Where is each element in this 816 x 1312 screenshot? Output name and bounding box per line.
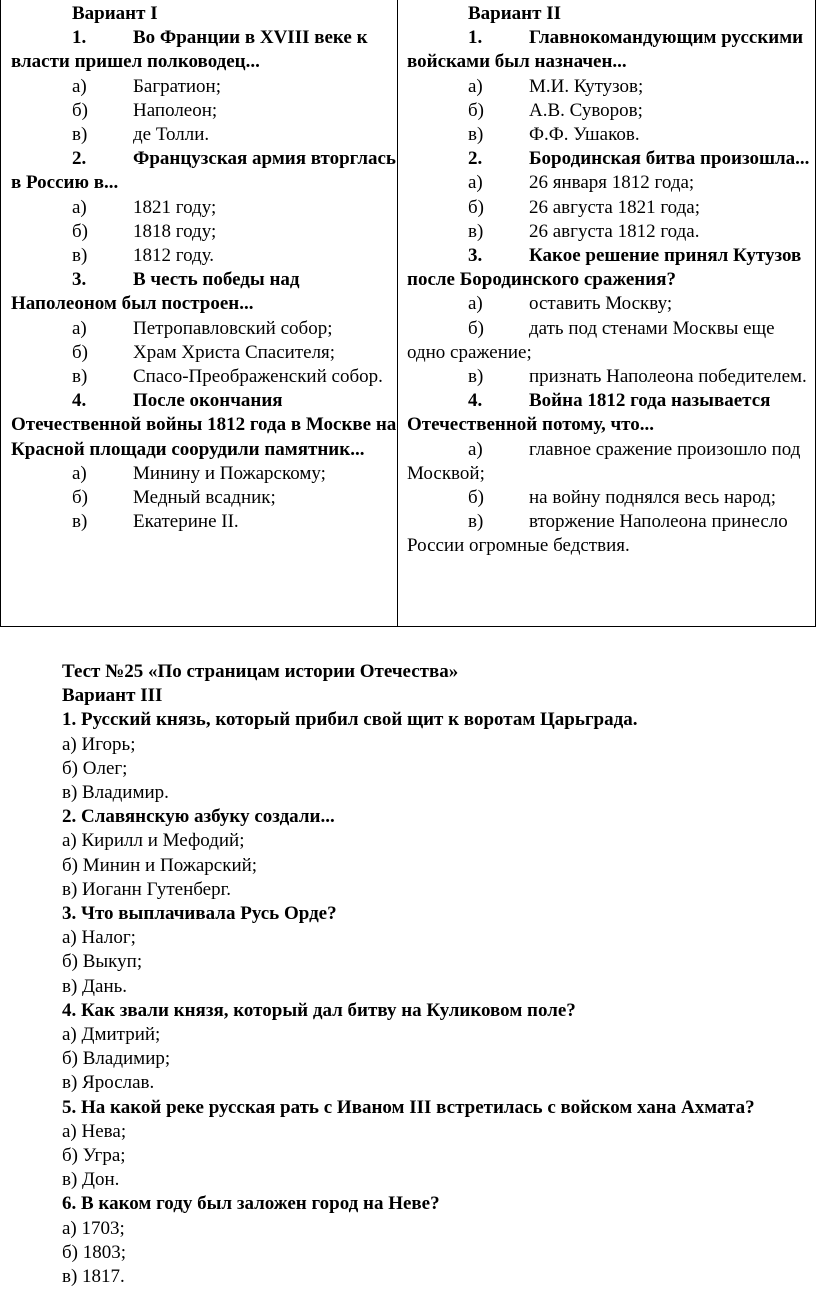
answer-option [11, 196, 397, 220]
option-letter: а) [72, 317, 87, 339]
question [407, 244, 815, 292]
question [11, 26, 397, 74]
question: 4. Как звали князя, который дал битву на Куликовом поле? [62, 999, 576, 1021]
question [407, 26, 815, 74]
option-text: вторжение Наполеона принесло России огромные бедствия. [407, 511, 788, 557]
option-text: главное сражение произошло под Москвой; [407, 438, 801, 484]
question: 2. Славянскую азбуку создали... [62, 806, 335, 828]
answer-option [11, 341, 397, 365]
option-letter: б) [468, 196, 484, 218]
option-letter: в) [468, 220, 484, 242]
answer-option [11, 510, 397, 534]
option-letter: а) [72, 462, 87, 484]
answer-option [407, 123, 815, 147]
option-text: Петропавловский собор; [133, 317, 333, 339]
answer-option [407, 220, 815, 244]
question-text: Бородинская битва произошла... [529, 148, 810, 170]
answer-option [407, 171, 815, 195]
option-text: 1818 году; [133, 220, 217, 242]
question: 5. На какой реке русская рать с Иваном III встретилась с войском хана Ахмата? [62, 1096, 755, 1118]
option-text: 26 августа 1821 года; [529, 196, 700, 218]
question-text: После окончания Отечественной войны 1812 года в Москве на Красной площади соорудили памятник... [11, 390, 397, 460]
answer-option: а) Налог; [62, 927, 136, 949]
answer-option [407, 317, 815, 365]
question [11, 147, 397, 195]
answer-option [11, 244, 397, 268]
option-text: 1812 году. [133, 245, 215, 267]
option-text: Храм Христа Спасителя; [133, 341, 336, 363]
answer-option: в) Дань. [62, 975, 128, 997]
question-number: 1. [72, 27, 87, 49]
option-text: М.И. Кутузов; [529, 75, 644, 97]
question-text: Во Франции в XVIII веке к власти пришел полководец... [11, 27, 368, 73]
question-number: 2. [72, 148, 87, 170]
answer-option: а) Кирилл и Мефодий; [62, 830, 245, 852]
answer-option [11, 365, 397, 389]
option-letter: в) [72, 245, 88, 267]
question: 6. В каком году был заложен город на Неве? [62, 1193, 440, 1215]
test-title: Тест №25 «По страницам истории Отечества» [62, 661, 459, 682]
question [11, 389, 397, 462]
option-text: 26 августа 1812 года. [529, 220, 700, 242]
answer-option: а) Нева; [62, 1120, 127, 1142]
answer-option [407, 486, 815, 510]
answer-option [11, 220, 397, 244]
option-letter: а) [468, 438, 483, 460]
answer-option: в) Иоганн Гутенберг. [62, 878, 231, 900]
question-number: 4. [468, 390, 483, 412]
option-letter: а) [468, 293, 483, 315]
question-text: Главнокомандующим русскими войсками был назначен... [407, 27, 804, 73]
answer-option: в) 1817. [62, 1266, 125, 1288]
question-text: В честь победы над Наполеоном был построен... [11, 269, 300, 315]
option-letter: в) [468, 511, 484, 533]
option-text: 1821 году; [133, 196, 217, 218]
variant-1-column [0, 0, 398, 627]
question-text: Война 1812 года называется Отечественной потому, что... [407, 390, 771, 436]
answer-option: б) Минин и Пожарский; [62, 854, 258, 876]
answer-option [11, 99, 397, 123]
variant-3-title: Вариант III [62, 685, 163, 707]
variants-table [0, 0, 816, 627]
answer-option [11, 317, 397, 341]
variant-2-title: Вариант II [468, 3, 562, 24]
answer-option: б) Выкуп; [62, 951, 143, 973]
option-text: Медный всадник; [133, 487, 276, 509]
answer-option [11, 462, 397, 486]
answer-option [407, 99, 815, 123]
option-text: Багратион; [133, 75, 221, 97]
answer-option [407, 510, 815, 558]
answer-option [407, 365, 815, 389]
answer-option [11, 75, 397, 99]
variant-2-column [398, 0, 816, 627]
answer-option: б) Владимир; [62, 1048, 171, 1070]
answer-option: в) Владимир. [62, 782, 169, 804]
answer-option: а) Дмитрий; [62, 1024, 161, 1046]
option-letter: б) [72, 99, 88, 121]
question-number: 2. [468, 148, 483, 170]
question: 1. Русский князь, который прибил свой щит к воротам Царьграда. [62, 709, 638, 731]
option-letter: б) [72, 487, 88, 509]
question-number: 3. [72, 269, 87, 291]
answer-option [407, 438, 815, 486]
question-number: 3. [468, 245, 483, 267]
option-text: на войну поднялся весь народ; [529, 487, 776, 509]
answer-option: в) Дон. [62, 1169, 120, 1191]
test-25-section [0, 660, 816, 1289]
answer-option: а) Игорь; [62, 733, 136, 755]
question [407, 389, 815, 437]
question [11, 268, 397, 316]
answer-option [407, 196, 815, 220]
answer-option: а) 1703; [62, 1217, 125, 1239]
option-text: Екатерине II. [133, 511, 239, 533]
option-letter: в) [72, 366, 88, 388]
question: 3. Что выплачивала Русь Орде? [62, 903, 337, 925]
option-letter: в) [468, 124, 484, 146]
answer-option: б) 1803; [62, 1241, 127, 1263]
option-letter: а) [72, 196, 87, 218]
answer-option: б) Олег; [62, 757, 128, 779]
answer-option [11, 486, 397, 510]
answer-option: б) Угра; [62, 1145, 126, 1167]
option-text: Минину и Пожарскому; [133, 462, 326, 484]
option-text: признать Наполеона победителем. [529, 366, 807, 388]
option-text: 26 января 1812 года; [529, 172, 695, 194]
option-letter: б) [468, 487, 484, 509]
option-text: дать под стенами Москвы еще одно сражение; [407, 317, 775, 363]
option-letter: в) [72, 124, 88, 146]
question-number: 4. [72, 390, 87, 412]
option-text: Ф.Ф. Ушаков. [529, 124, 640, 146]
option-text: де Толли. [133, 124, 210, 146]
option-letter: в) [468, 366, 484, 388]
question [407, 147, 815, 171]
option-letter: б) [468, 99, 484, 121]
option-letter: б) [72, 341, 88, 363]
variant-1-title: Вариант I [72, 3, 158, 24]
option-text: Спасо-Преображенский собор. [133, 366, 383, 388]
answer-option [407, 292, 815, 316]
option-letter: в) [72, 511, 88, 533]
option-letter: а) [72, 75, 87, 97]
question-number: 1. [468, 27, 483, 49]
option-text: оставить Москву; [529, 293, 673, 315]
option-text: А.В. Суворов; [529, 99, 643, 121]
answer-option [407, 75, 815, 99]
option-letter: б) [72, 220, 88, 242]
answer-option: в) Ярослав. [62, 1072, 155, 1094]
option-text: Наполеон; [133, 99, 218, 121]
question-text: Какое решение принял Кутузов после Бородинского сражения? [407, 245, 802, 291]
option-letter: а) [468, 172, 483, 194]
answer-option [11, 123, 397, 147]
option-letter: а) [468, 75, 483, 97]
option-letter: б) [468, 317, 484, 339]
question-text: Французская армия вторглась в Россию в... [11, 148, 396, 194]
